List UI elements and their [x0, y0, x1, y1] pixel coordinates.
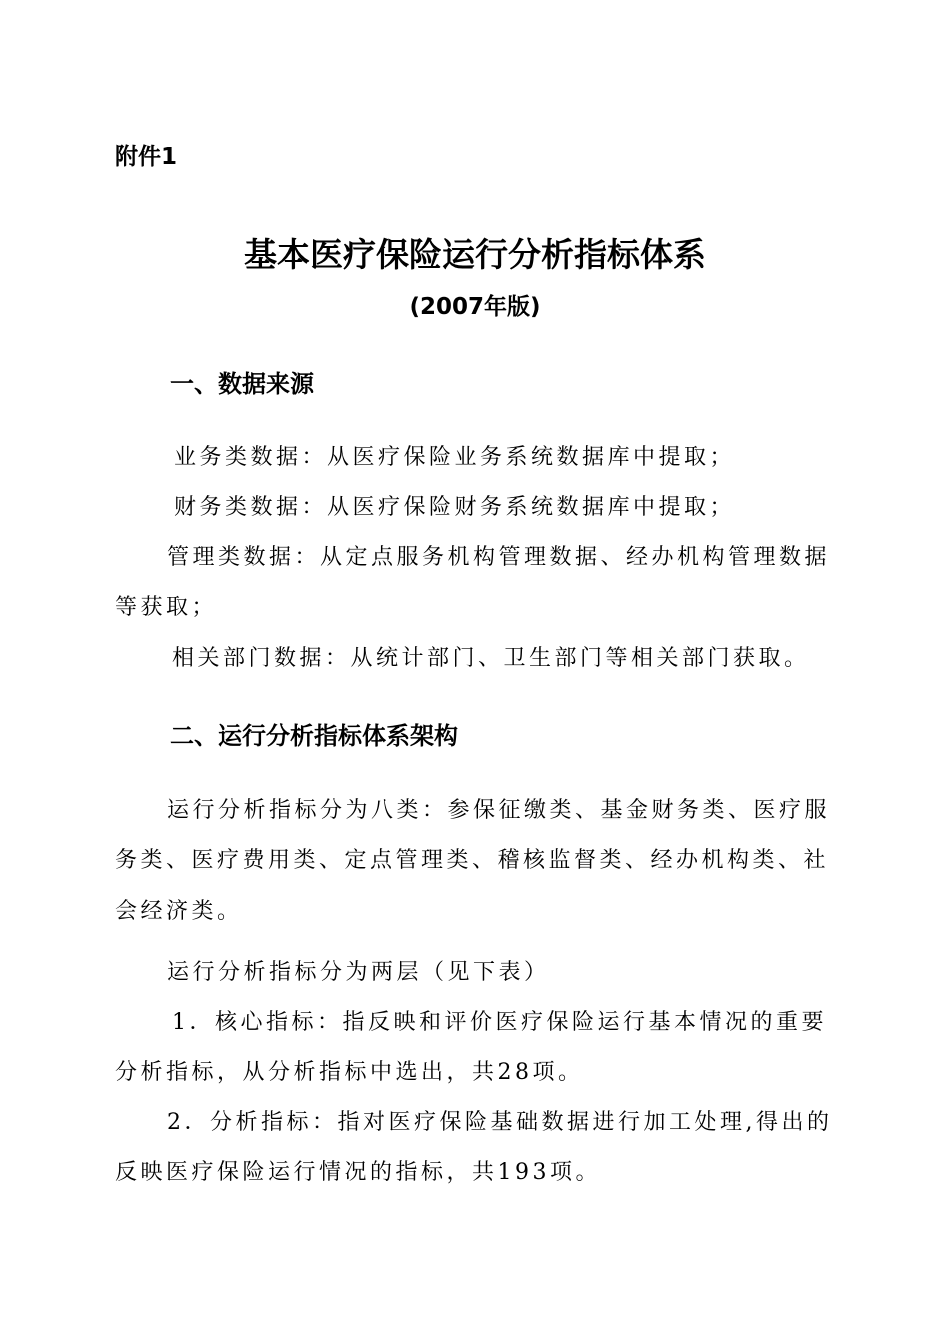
paragraph-line: 财务类数据：从医疗保险财务系统数据库中提取； [174, 495, 736, 520]
paragraph-line: 分析指标，从分析指标中选出，共28项。 [115, 1060, 584, 1085]
document-title: 基本医疗保险运行分析指标体系 [244, 235, 706, 274]
paragraph-line: 反映医疗保险运行情况的指标，共193项。 [115, 1160, 601, 1185]
paragraph-line: 管理类数据：从定点服务机构管理数据、经办机构管理数据 [167, 545, 831, 570]
section-heading-framework: 二、运行分析指标体系架构 [170, 722, 458, 750]
document-subtitle: (2007年版) [409, 294, 541, 320]
paragraph-line: 运行分析指标分为八类：参保征缴类、基金财务类、医疗服 [167, 798, 831, 823]
section-heading-data-sources: 一、数据来源 [170, 370, 314, 398]
paragraph-line: 等获取； [115, 595, 218, 620]
attachment-label: 附件1 [115, 144, 178, 170]
paragraph-line: 务类、医疗费用类、定点管理类、稽核监督类、经办机构类、社 [115, 848, 830, 873]
paragraph-line: 运行分析指标分为两层（见下表） [167, 960, 550, 985]
paragraph-line: 相关部门数据：从统计部门、卫生部门等相关部门获取。 [172, 646, 810, 671]
paragraph-line: 1．核心指标：指反映和评价医疗保险运行基本情况的重要 [172, 1010, 827, 1035]
paragraph-line: 会经济类。 [115, 899, 243, 924]
paragraph-line: 业务类数据：从医疗保险业务系统数据库中提取； [174, 445, 736, 470]
paragraph-line: 2．分析指标：指对医疗保险基础数据进行加工处理,得出的 [167, 1110, 833, 1135]
